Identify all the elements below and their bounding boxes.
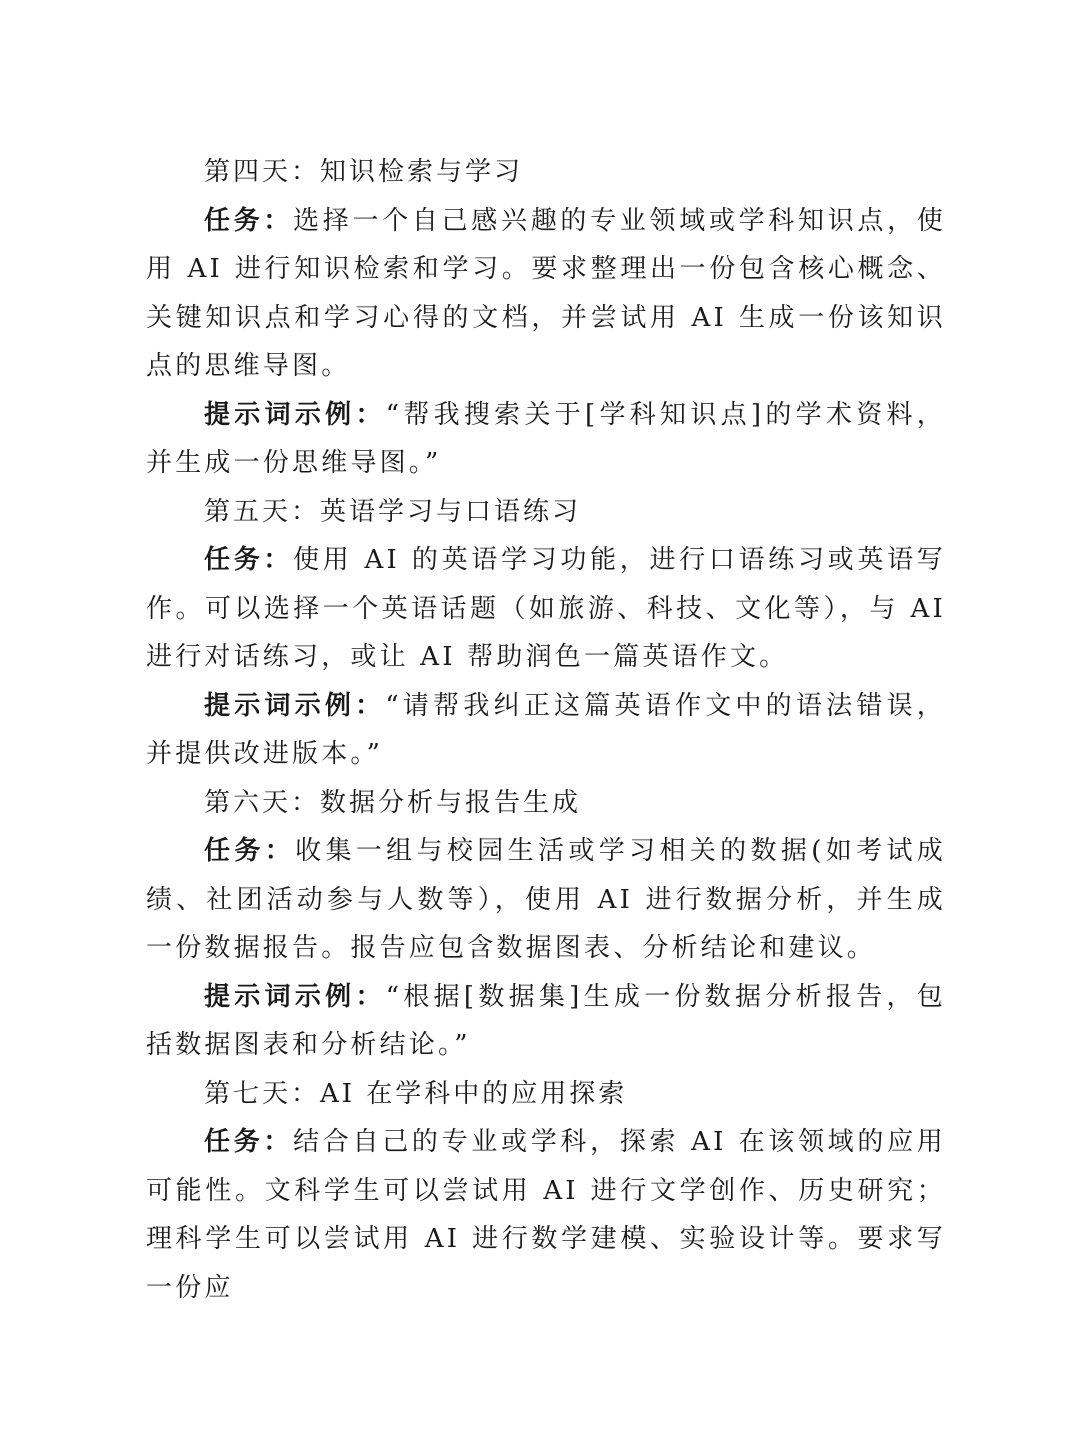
task-text: 选择一个自己感兴趣的专业领域或学科知识点，使用 AI 进行知识检索和学习。要求整理出一份包含核心概念、关键知识点和学习心得的文档，并尝试用 AI 生成一份该知识点的思维导图。 xyxy=(146,205,946,381)
task-paragraph-day5 xyxy=(146,536,946,682)
prompt-text: “根据[数据集]生成一份数据分析报告，包括数据图表和分析结论。” xyxy=(146,981,946,1060)
section-heading-day4: 第四天：知识检索与学习 xyxy=(204,157,524,187)
document-page xyxy=(146,148,946,1312)
task-label: 任务： xyxy=(204,205,294,236)
prompt-label: 提示词示例： xyxy=(204,981,386,1012)
task-paragraph-day4 xyxy=(146,197,946,391)
prompt-text: “请帮我纠正这篇英语作文中的语法错误，并提供改进版本。” xyxy=(146,690,947,769)
prompt-label: 提示词示例： xyxy=(204,690,386,721)
task-paragraph-day6 xyxy=(146,827,946,973)
section-heading-day5: 第五天：英语学习与口语练习 xyxy=(204,496,582,527)
section-heading-day7: 第七天：AI 在学科中的应用探索 xyxy=(204,1078,628,1109)
prompt-paragraph-day4 xyxy=(146,391,946,488)
prompt-paragraph-day5 xyxy=(146,682,946,779)
task-text: 使用 AI 的英语学习功能，进行口语练习或英语写作。可以选择一个英语话题（如旅游、科技、文化等），与 AI 进行对话练习，或让 AI 帮助润色一篇英语作文。 xyxy=(146,545,946,672)
prompt-label: 提示词示例： xyxy=(204,399,386,430)
task-text: 结合自己的专业或学科，探索 AI 在该领域的应用可能性。文科学生可以尝试用 AI 进行文学创作、历史研究；理科学生可以尝试用 AI 进行数学建模、实验设计等。要求写一份应 xyxy=(146,1127,946,1303)
task-text: 收集一组与校园生活或学习相关的数据(如考试成绩、社团活动参与人数等），使用 AI 进行数据分析，并生成一份数据报告。报告应包含数据图表、分析结论和建议。 xyxy=(146,836,947,963)
task-paragraph-day7 xyxy=(146,1118,946,1312)
task-label: 任务： xyxy=(204,836,296,866)
section-heading-day6: 第六天：数据分析与报告生成 xyxy=(204,787,582,818)
prompt-text: “帮我搜索关于[学科知识点]的学术资料，并生成一份思维导图。” xyxy=(146,399,946,478)
task-label: 任务： xyxy=(204,545,294,575)
task-label: 任务： xyxy=(204,1127,294,1157)
prompt-paragraph-day6 xyxy=(146,973,946,1070)
